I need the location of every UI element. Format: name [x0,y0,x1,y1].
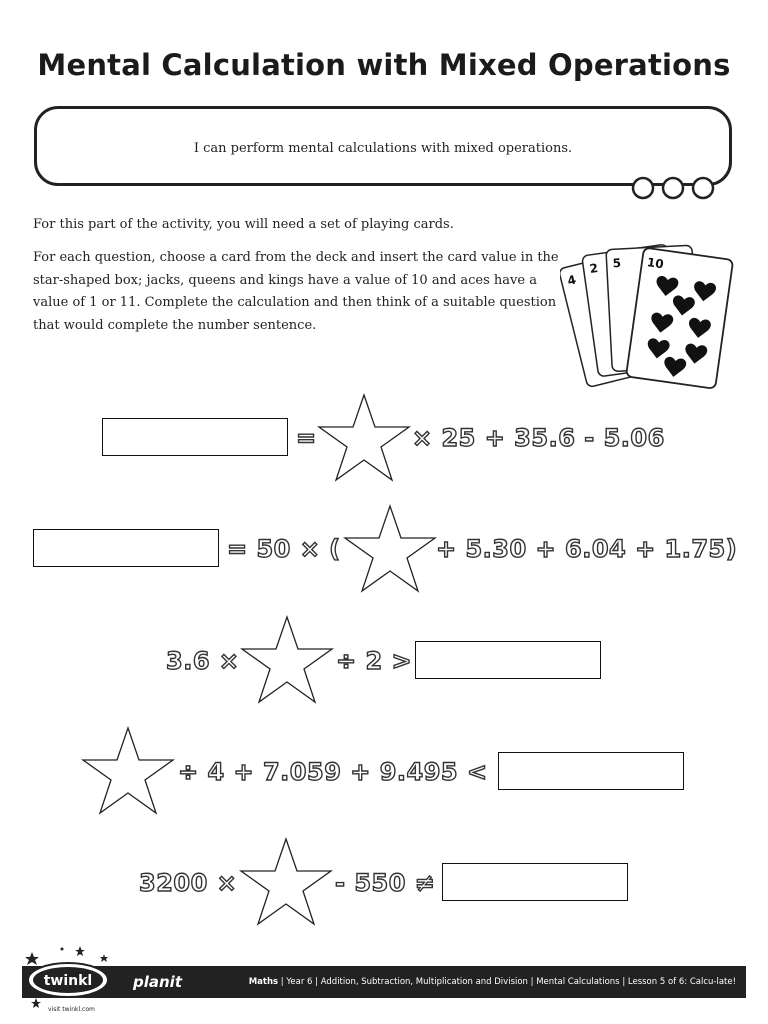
answer-box-3[interactable] [415,641,601,679]
footer-details: | Year 6 | Addition, Subtraction, Multiplication and Division | Mental Calculations | Lesson 5 of 6: Calcu-late! [278,977,736,987]
equation-5-expression: - 550 ≠ [335,869,436,897]
playing-cards-icon [560,226,740,410]
footer-lesson-info [249,977,736,987]
star-card-box-2[interactable] [342,503,438,595]
learning-objective-text: I can perform mental calculations with mixed operations. [193,141,573,156]
equation-2-prefix: = 50 × ( [227,535,341,563]
instruction-paragraph-1: For this part of the activity, you will need a set of playing cards. [33,217,454,232]
equation-4-expression: ÷ 4 + 7.059 + 9.495 < [178,758,488,786]
star-card-box-1[interactable] [316,392,412,484]
equation-3-expression: ÷ 2 > [336,647,413,675]
planit-logo-text: planit [133,973,182,991]
card-value-label: 10 [646,255,665,272]
equation-1-expression: × 25 + 35.6 - 5.06 [412,424,665,452]
star-card-box-4[interactable] [80,725,176,817]
footer-bar [22,966,746,998]
card-value-label: 5 [612,255,622,271]
star-card-box-3[interactable] [239,614,335,706]
decorative-circles-icon [631,176,715,200]
learning-objective-box [34,106,732,186]
equation-3-prefix: 3.6 × [166,647,240,675]
footer-subject: Maths [248,977,279,987]
visit-website-text: visit twinkl.com [48,1006,95,1013]
answer-box-2[interactable] [33,529,219,567]
answer-box-5[interactable] [442,863,628,901]
page-title: Mental Calculation with Mixed Operations [37,48,731,82]
answer-box-4[interactable] [498,752,684,790]
equation-2-expression: + 5.30 + 6.04 + 1.75) [436,535,738,563]
star-card-box-5[interactable] [238,836,334,928]
equation-5-prefix: 3200 × [139,869,238,897]
card-value-label: 4 [565,272,578,289]
instruction-paragraph-2: For each question, choose a card from the deck and insert the card value in the star-shaped box; jacks, queens and kings have a value of 10 and aces have a value of 1 or 11. Complete the calculation and then think of a suitable question that would complete the number sentence. [33,250,559,333]
equation-1-prefix: = [296,424,317,452]
answer-box-1[interactable] [102,418,288,456]
twinkl-logo-text: twinkl [43,973,93,989]
twinkl-logo-icon [22,944,122,1012]
card-value-label: 2 [588,260,599,276]
